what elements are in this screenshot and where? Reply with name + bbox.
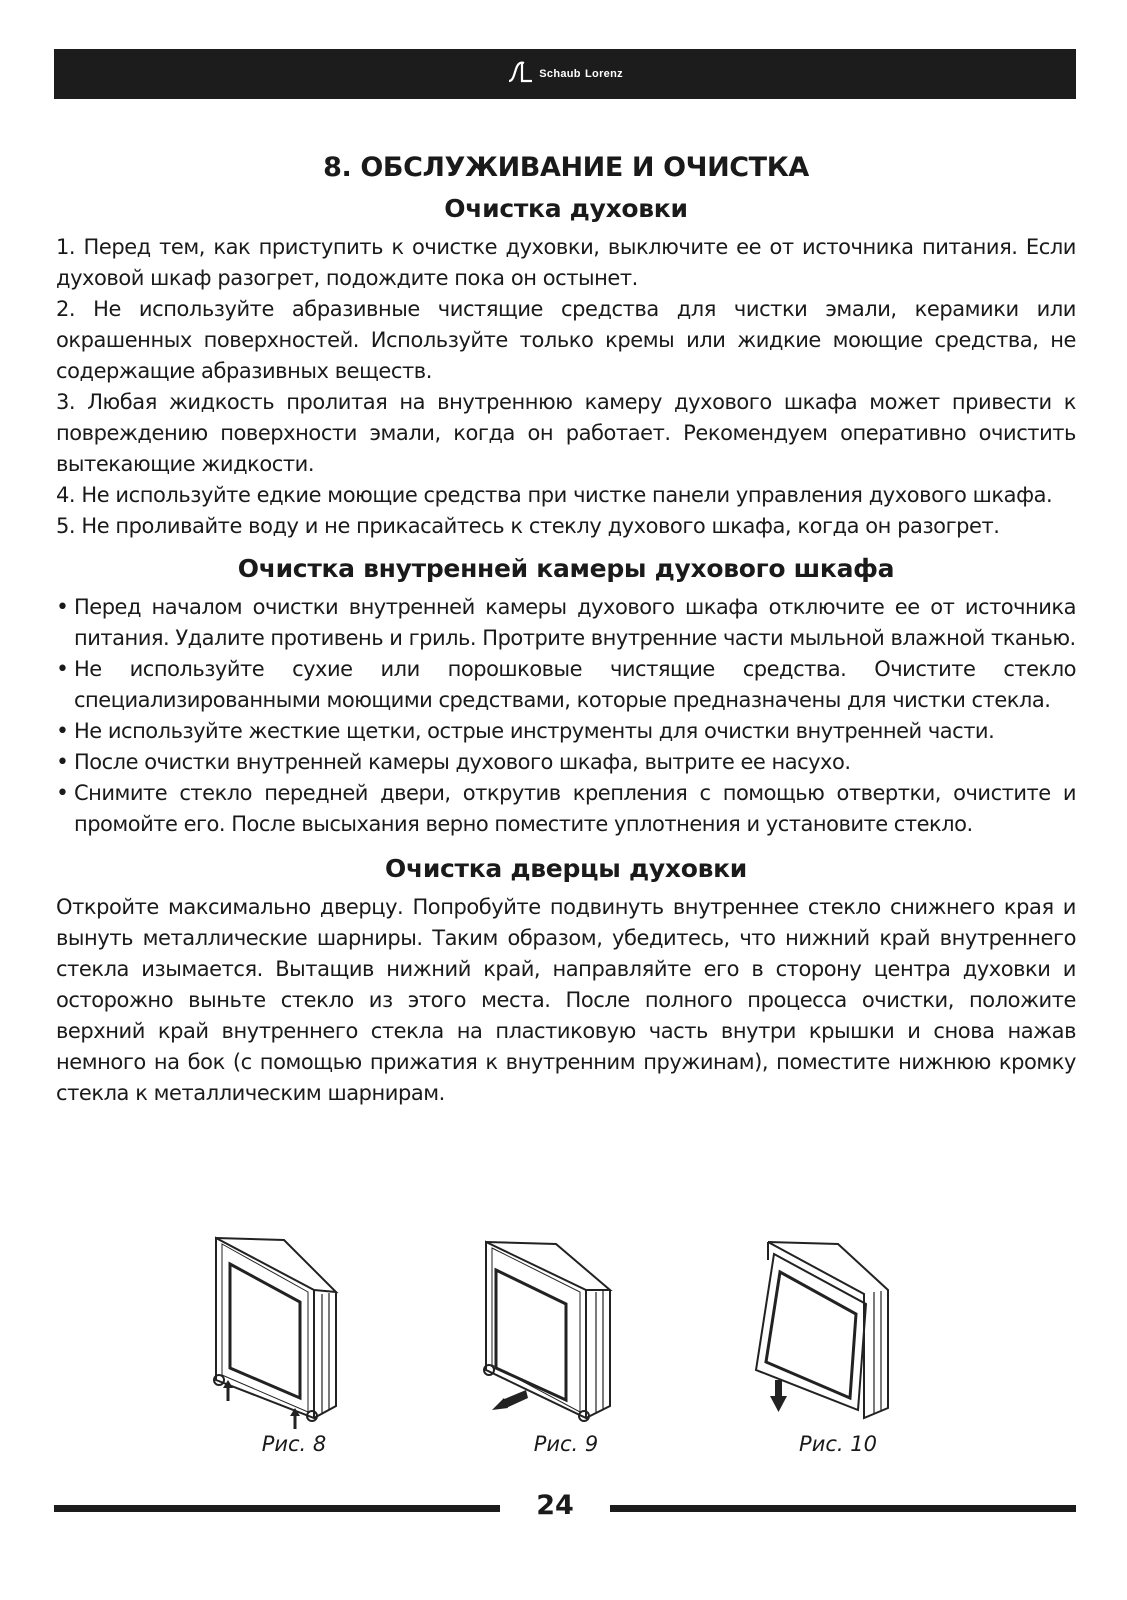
chamber-bullet-1: • Перед началом очистки внутренней камеры духового шкафа отключите ее от источника питания. Удалите противень и гриль. Протрите внутренние части мыльной влажной тканью. — [56, 592, 1076, 654]
oven-cleaning-item-4: 4. Не используйте едкие моющие средства при чистке панели управления духового шкафа. — [56, 483, 1053, 507]
oven-cleaning-heading: Очистка духовки — [444, 194, 688, 223]
oven-cleaning-item-3: 3. Любая жидкость пролитая на внутреннюю камеру духового шкафа может привести к повреждению поверхности эмали, когда он работает. Рекомендуем оперативно очистить вытекающие жидкости. — [56, 390, 1076, 476]
footer-line-left — [54, 1505, 500, 1512]
oven-door-remove-glass-icon — [708, 1230, 928, 1430]
chamber-bullet-5: • Снимите стекло передней двери, открутив крепления с помощью отвертки, очистите и промойте его. После высыхания верно поместите уплотнения и установите стекло. — [56, 778, 1076, 840]
chamber-cleaning-bullets — [56, 592, 1076, 840]
page-number: 24 — [536, 1490, 574, 1521]
chamber-bullet-4: • После очистки внутренней камеры духового шкафа, вытрите ее насухо. — [56, 747, 1076, 778]
footer-line-right — [610, 1505, 1076, 1512]
figure-10-caption: Рис. 10 — [799, 1432, 877, 1456]
section-title: 8. ОБСЛУЖИВАНИЕ И ОЧИСТКА — [323, 152, 809, 183]
schaub-lorenz-logo-icon — [507, 61, 533, 83]
door-cleaning-heading: Очистка дверцы духовки — [385, 854, 747, 883]
door-cleaning-paragraph: Откройте максимально дверцу. Попробуйте подвинуть внутреннее стекло снижнего края и вынуть металлические шарниры. Таким образом, убедитесь, что нижний край внутреннего стекла изымается. Вытащив нижний край, направляйте его в сторону центра духовки и осторожно выньте стекло из этого места. После полного процесса очистки, положите верхний край внутреннего стекла на пластиковую часть внутри крышки и снова нажав немного на бок (с помощью прижатия к внутренним пружинам), поместите нижнюю кромку стекла к металлическим шарнирам. — [56, 895, 1076, 1105]
brand-logo — [54, 61, 1076, 83]
figure-9-caption: Рис. 9 — [533, 1432, 599, 1456]
figures-row — [54, 1230, 1076, 1490]
oven-cleaning-item-2: 2. Не используйте абразивные чистящие средства для чистки эмали, керамики или окрашенных поверхностей. Используйте только кремы или жидкие моющие средства, не содержащие абразивных веществ. — [56, 297, 1076, 383]
figure-8 — [164, 1230, 424, 1490]
chamber-cleaning-heading: Очистка внутренней камеры духового шкафа — [237, 554, 895, 583]
figure-9 — [436, 1230, 696, 1490]
oven-door-push-up-icon — [164, 1230, 384, 1430]
figure-8-caption: Рис. 8 — [261, 1432, 327, 1456]
oven-cleaning-list — [56, 232, 1076, 542]
figure-10 — [708, 1230, 968, 1490]
brand-name: Schaub Lorenz — [539, 68, 623, 80]
oven-cleaning-item-5: 5. Не проливайте воду и не прикасайтесь к стеклу духового шкафа, когда он разогрет. — [56, 514, 1000, 538]
chamber-bullet-2: • Не используйте сухие или порошковые чистящие средства. Очистите стекло специализированными моющими средствами, которые предназначены для чистки стекла. — [56, 654, 1076, 716]
page-content — [56, 148, 1076, 1109]
oven-cleaning-item-1: 1. Перед тем, как приступить к очистке духовки, выключите ее от источника питания. Если духовой шкаф разогрет, подождите пока он остынет. — [56, 235, 1076, 290]
header-bar — [54, 49, 1076, 99]
oven-door-slide-glass-icon — [436, 1230, 656, 1430]
chamber-bullet-3: • Не используйте жесткие щетки, острые инструменты для очистки внутренней части. — [56, 716, 1076, 747]
